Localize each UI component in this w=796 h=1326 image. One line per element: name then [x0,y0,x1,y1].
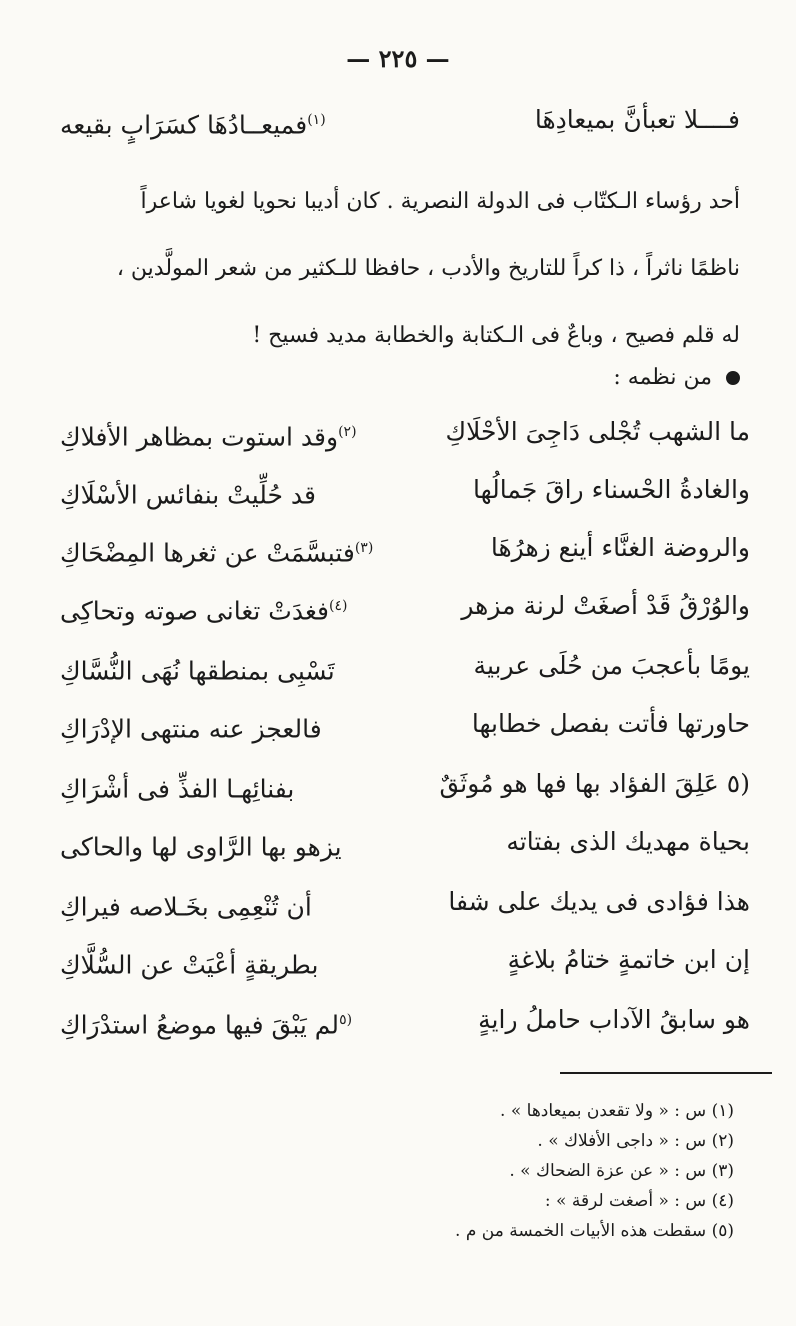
poem-second-hemistich: فالعجز عنه منتهى الإدْرَاكِ [60,714,322,744]
prose-line-1: أحد رؤساء الـكتّاب فى الدولة النصرية . كان أديبا نحويا لغويا شاعراً [140,189,740,214]
footnote-ref-1: (١) [307,112,326,128]
poem-line [60,822,750,862]
footnote-item: (٣) س : « عن عزة الضحاك » . [509,1161,734,1181]
poem-first-hemistich: إن ابن خاتمةٍ ختامُ بلاغةٍ [507,945,750,974]
footnote-divider [560,1072,772,1074]
poem-second-hemistich: قد حُلِّيتْ بنفائس الأسْلَاكِ [60,480,317,510]
poem-line [60,528,750,568]
poem-first-hemistich: والغادةُ الحْسناء راقَ جَمالُها [472,475,750,504]
opening-verse [60,100,740,140]
poem-first-hemistich: حاورتها فأتت بفصل خطابها [471,709,750,738]
footnote-ref: (٣) [354,540,374,556]
footnote-item: (٢) س : « داجى الأفلاك » . [537,1131,734,1151]
poem-first-hemistich: بحياة مهديك الذى بفتاته [506,827,750,856]
footnote-item: (٥) سقطت هذه الأبيات الخمسة من م . [455,1221,734,1241]
opening-verse-second-hemistich: $^{(١)}$فميعــادُهَا كسَرَابٍ بقيعه [60,110,326,140]
poem-line [60,470,750,510]
poem-second-hemistich: $^{(٣)}$فتبسَّمَتْ عن ثغرها المِضْحَاكِ [60,538,374,568]
opening-verse-first-hemistich: فــــلا تعبأنَّ بميعادِهَا [534,105,740,134]
bullet-icon [726,371,740,385]
poem-first-hemistich: يومًا بأعجبَ من حُلَى عربية [473,651,750,680]
poem-second-hemistich: يزهو بها الرَّاوى لها والحاكى [60,832,342,862]
prose-line-3: له قلم فصيح ، وباعٌ فى الـكتابة والخطابة مديد فسيح ! [252,323,740,348]
poem-line [60,1000,750,1040]
poem-first-hemistich: هذا فؤادى فى يديك على شفا [448,887,750,916]
poem-line [60,586,750,626]
poem-line [60,882,750,922]
poem-line [60,704,750,744]
section-heading [613,358,740,398]
poem-line [60,412,750,452]
poem-first-hemistich: والوُرْقُ قَدْ أصغَتْ لرنة مزهر [461,591,750,620]
poem-first-hemistich: والروضة الغنَّاء أينع زهرُهَا [490,533,750,562]
footnote-item: (١) س : « ولا تقعدن بميعادها » . [500,1101,734,1121]
poem-line [60,764,750,804]
section-heading-text: من نظمه : [613,365,712,390]
poem-first-hemistich: (٥ عَلِقَ الفؤاد بها فها هو مُوثَقٌ [439,769,750,798]
poem-first-hemistich: هو سابقُ الآداب حاملُ رايةٍ [478,1005,750,1034]
poem-second-hemistich: $^{(٢)}$وقد استوت بمظاهر الأفلاكِ [60,422,357,452]
footnote-ref: (٥ [339,1012,353,1028]
page-number: — ٢٢٥ — [346,44,450,73]
footnote-item: (٤) س : « أصغت لرقة » : [544,1191,734,1211]
poem-second-hemistich: بفنائِهـا الفذِّ فى أشْرَاكِ [60,774,295,804]
poem-second-hemistich: أن تُنْعِمِى بخَـلاصه فيراكِ [60,892,312,922]
poem-line [60,646,750,686]
poem-second-hemistich: $^{(٤)}$فغدَتْ تغانى صوته وتحاكِى [60,596,348,626]
footnotes [314,1096,734,1246]
footnote-ref: (٢) [338,424,357,440]
poem-second-hemistich: بطريقةٍ أعْيَتْ عن السُّلَّاكِ [60,950,319,980]
poem-line [60,940,750,980]
footnote-ref: (٤) [328,598,348,614]
prose-line-2: ناظمًا ناثراً ، ذا كراً للتاريخ والأدب ، حافظا للـكثير من شعر المولَّدين ، [116,256,740,281]
poem-first-hemistich: ما الشهب تُجْلى دَاجِىَ الأحْلَاكِ [445,417,750,446]
poem-second-hemistich: تَسْبِى بمنطقها نُهَى النُّسَّاكِ [60,656,335,686]
biography-paragraph [50,168,740,369]
poem-second-hemistich: $^{(٥}$لم يَبْقَ فيها موضعُ استدْرَاكِ [60,1010,353,1040]
